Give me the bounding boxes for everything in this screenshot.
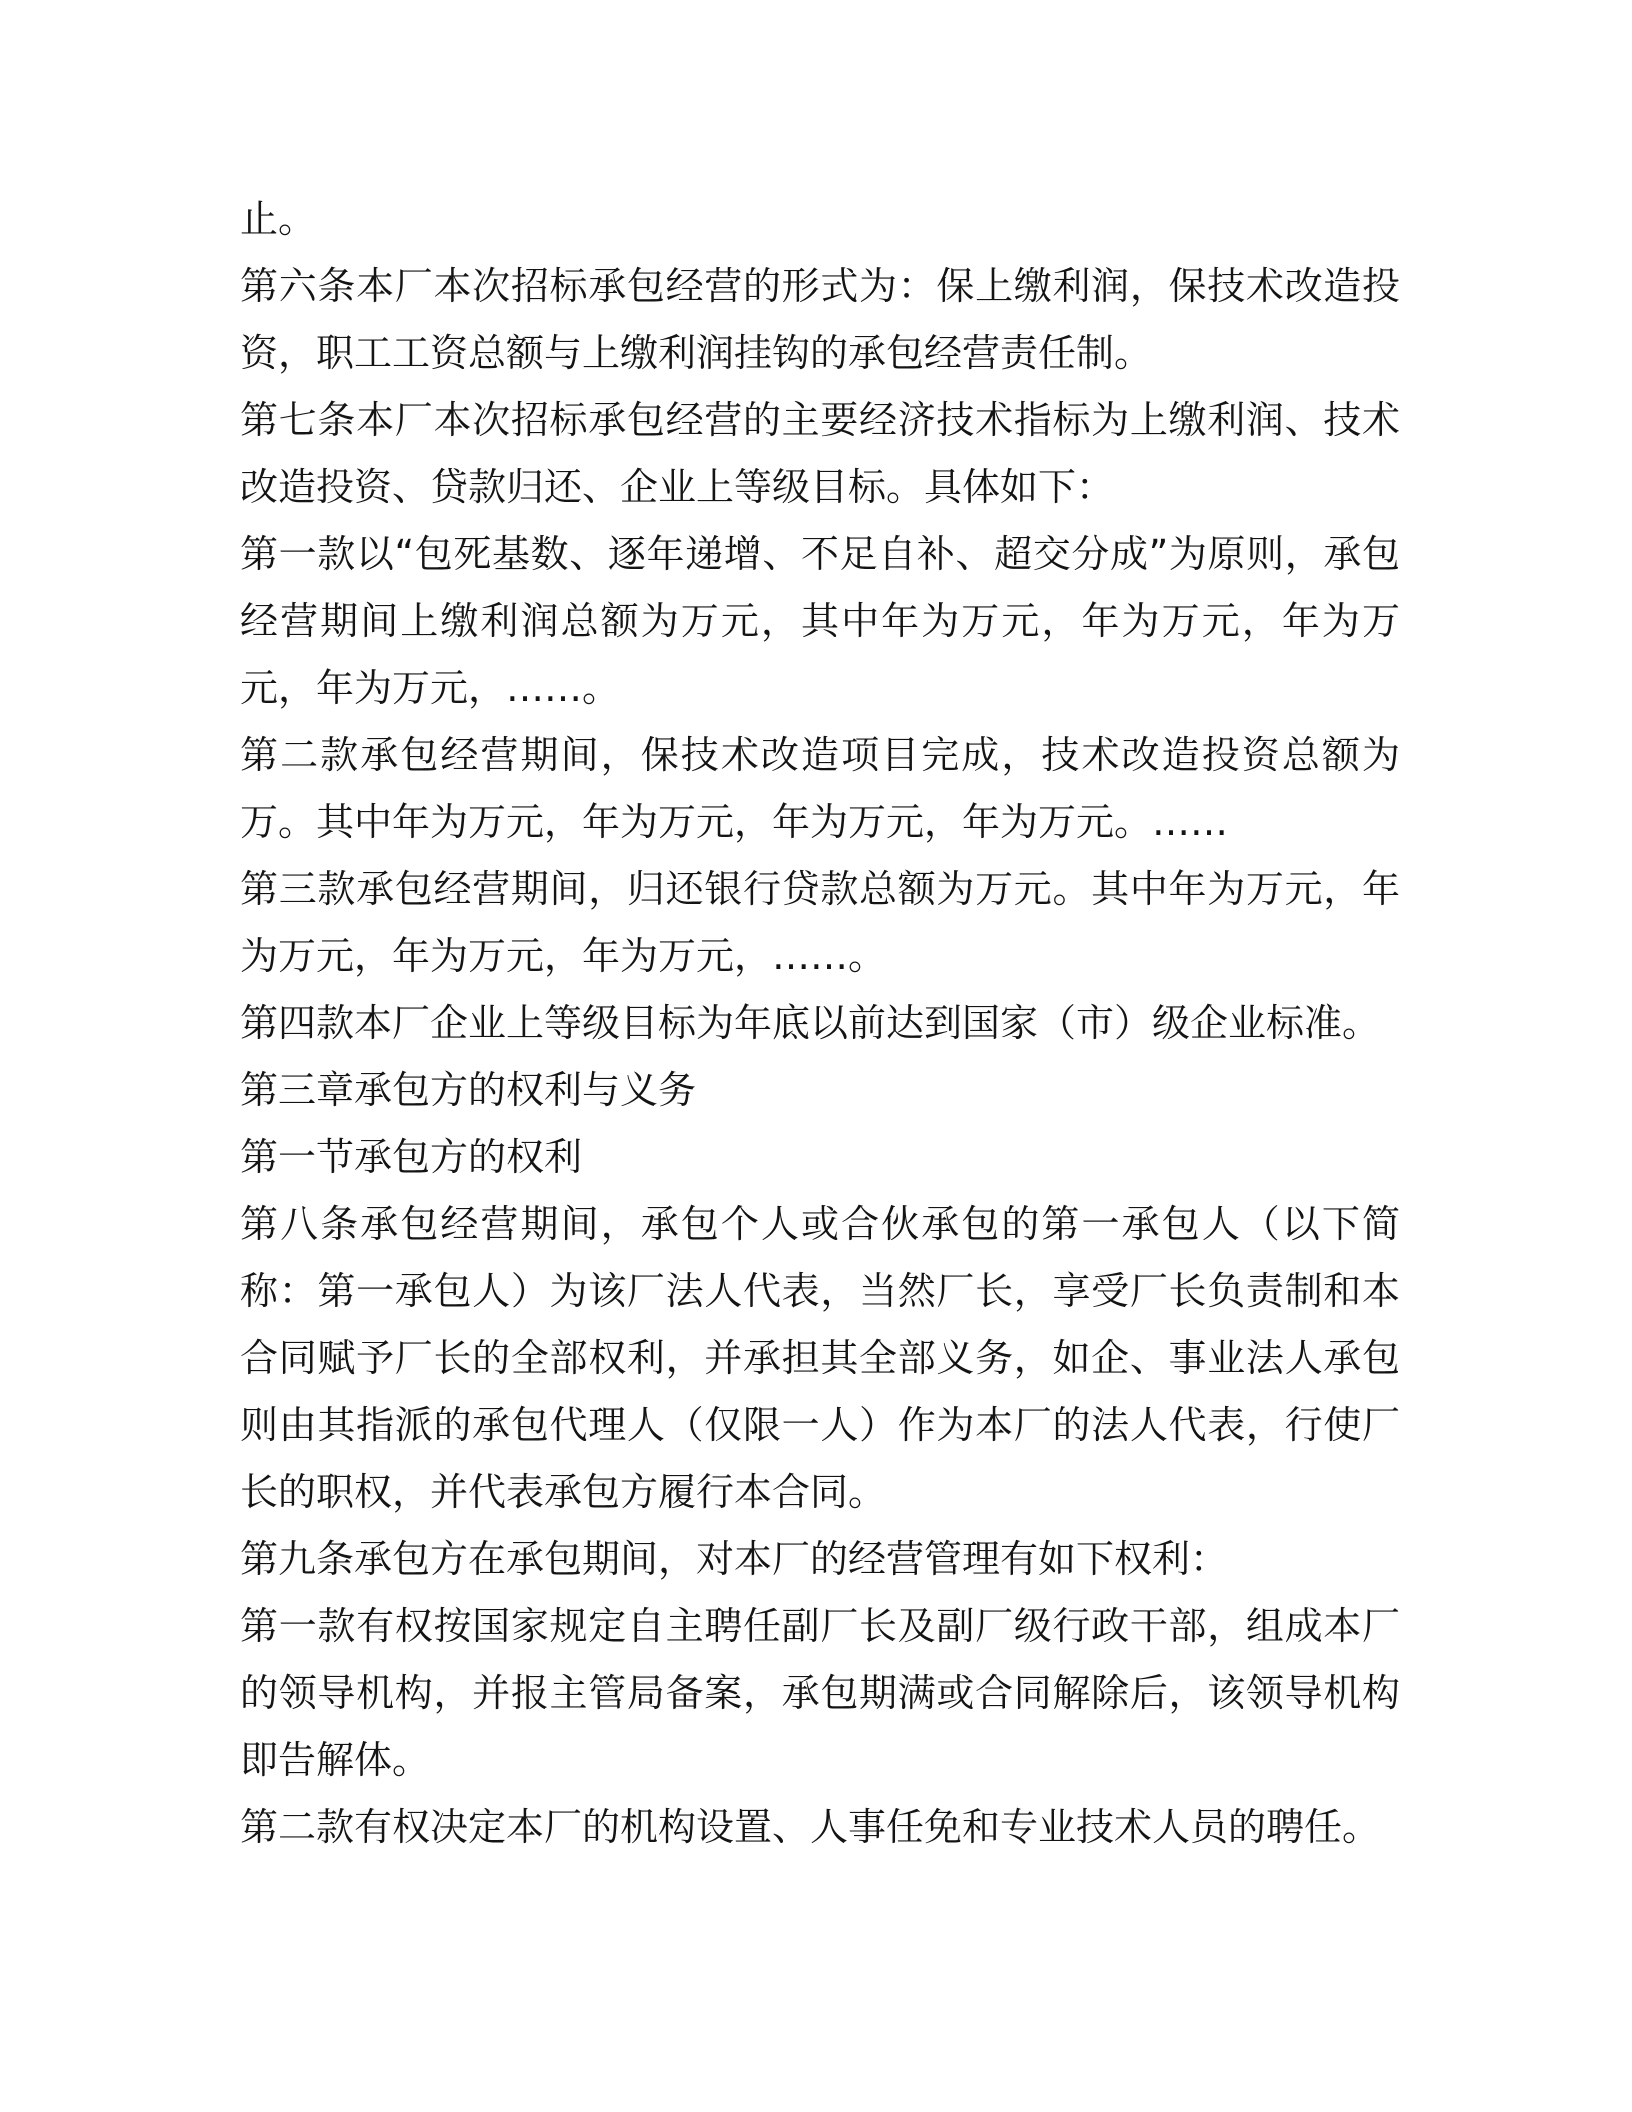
paragraph-article-7-clause-2: 第二款承包经营期间，保技术改造项目完成，技术改造投资总额为万。其中年为万元，年为万元，年为万元，年为万元。…… (240, 733, 1400, 844)
section-heading: 第一节承包方的权利 (240, 1135, 583, 1179)
paragraph-continuation: 止。 (240, 197, 317, 241)
paragraph-article-9: 第九条承包方在承包期间，对本厂的经营管理有如下权利： (240, 1537, 1229, 1581)
chapter-heading: 第三章承包方的权利与义务 (240, 1068, 697, 1112)
paragraph-article-7-clause-3: 第三款承包经营期间，归还银行贷款总额为万元。其中年为万元，年为万元，年为万元，年为万元，……。 (240, 867, 1400, 978)
paragraph-article-9-clause-1: 第一款有权按国家规定自主聘任副厂长及副厂级行政干部，组成本厂的领导机构，并报主管局备案，承包期满或合同解除后，该领导机构即告解体。 (240, 1604, 1400, 1782)
paragraph-article-7-clause-4: 第四款本厂企业上等级目标为年底以前达到国家（市）级企业标准。 (240, 1001, 1381, 1045)
document-body (240, 186, 1400, 1861)
paragraph-article-7: 第七条本厂本次招标承包经营的主要经济技术指标为上缴利润、技术改造投资、贷款归还、企业上等级目标。具体如下： (240, 398, 1400, 509)
paragraph-article-6: 第六条本厂本次招标承包经营的形式为：保上缴利润，保技术改造投资，职工工资总额与上缴利润挂钩的承包经营责任制。 (240, 264, 1400, 375)
paragraph-article-9-clause-2: 第二款有权决定本厂的机构设置、人事任免和专业技术人员的聘任。 (240, 1805, 1381, 1849)
paragraph-article-7-clause-1: 第一款以“包死基数、逐年递增、不足自补、超交分成”为原则，承包经营期间上缴利润总额为万元，其中年为万元，年为万元，年为万元，年为万元，……。 (240, 532, 1400, 710)
paragraph-article-8: 第八条承包经营期间，承包个人或合伙承包的第一承包人（以下简称：第一承包人）为该厂法人代表，当然厂长，享受厂长负责制和本合同赋予厂长的全部权利，并承担其全部义务，如企、事业法人承包则由其指派的承包代理人（仅限一人）作为本厂的法人代表，行使厂长的职权，并代表承包方履行本合同。 (240, 1202, 1400, 1514)
